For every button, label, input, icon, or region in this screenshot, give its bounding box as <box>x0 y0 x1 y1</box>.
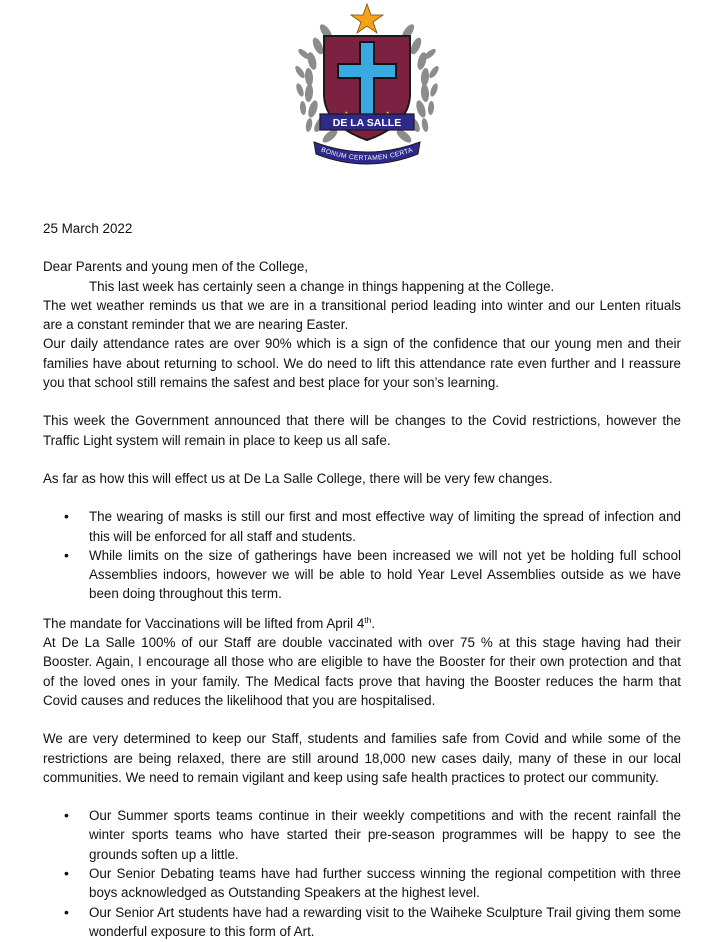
mandate-end: . <box>371 615 376 631</box>
changes-list <box>43 507 681 603</box>
list-item <box>43 507 681 546</box>
list-item-text: Our Summer sports teams continue in their weekly competitions and with the recent rainfall the winter sports teams who have started their pre-season programmes will be happy to see the grounds soften up a little. <box>89 808 681 862</box>
effect-paragraph: As far as how this will effect us at De La Salle College, there will be very few changes. <box>43 470 553 486</box>
list-item-text: Our Senior Art students have had a rewarding visit to the Waiheke Sculpture Trail giving them some wonderful exposure to this form of Art. <box>89 904 681 939</box>
attendance-paragraph: Our daily attendance rates are over 90% which is a sign of the confidence that our young men and their families have about returning to school. We do need to lift this attendance rate even further and I reassure you that school still remains the safest and best place for your son’s learning. <box>43 336 681 391</box>
list-item-text: The wearing of masks is still our first and most effective way of limiting the spread of infection and this will be enforced for all staff and students. <box>89 509 681 544</box>
letter-greeting: Dear Parents and young men of the College, <box>43 259 309 275</box>
intro-paragraph: This last week has certainly seen a change in things happening at the College. <box>89 278 555 294</box>
bullet-icon: • <box>64 546 69 563</box>
government-paragraph: This week the Government announced that there will be changes to the Covid restrictions, however the Traffic Light system will remain in place to keep us all safe. <box>43 413 681 448</box>
list-item <box>43 864 681 903</box>
star-icon <box>351 4 383 33</box>
bullet-icon: • <box>64 865 69 882</box>
list-item-text: While limits on the size of gatherings have been increased we will not yet be holding full school Assemblies indoors, however we will be able to hold Year Level Assemblies outside as we have been doing throughout this term. <box>89 547 681 602</box>
crest-banner-text: DE LA SALLE <box>332 117 402 129</box>
mandate-suffix: th <box>364 614 372 625</box>
vaccinated-paragraph: At De La Salle 100% of our Staff are double vaccinated with over 75 % at this stage having had their Booster. Again, I encourage all those who are eligible to have the Booster for their own protection and that of the loved ones in your family. The Medical facts prove that having the Booster reduces the harm that Covid causes and reduces the likelihood that you are hospitalised. <box>43 635 681 708</box>
determined-paragraph: We are very determined to keep our Staff, students and families safe from Covid and while some of the restrictions are being relaxed, there are still around 18,000 new cases daily, many of these in our local communities. We need to remain vigilant and keep using safe health practices to protect our community. <box>43 731 681 785</box>
news-list <box>43 806 681 941</box>
mandate-paragraph <box>43 614 681 633</box>
bullet-icon: • <box>64 807 69 824</box>
weather-paragraph: The wet weather reminds us that we are in a transitional period leading into winter and our Lenten rituals are a constant reminder that we are nearing Easter. <box>43 297 681 333</box>
bullet-icon: • <box>64 903 69 920</box>
crest-motto: BONUM CERTAMEN CERTA <box>320 146 414 163</box>
letter-date: 25 March 2022 <box>43 221 133 236</box>
list-item <box>43 806 681 864</box>
letter-body <box>43 219 681 941</box>
list-item-text: Our Senior Debating teams have had further success winning the regional competition with three boys acknowledged as Outstanding Speakers at the highest level. <box>89 866 681 901</box>
college-crest-logo <box>292 2 442 170</box>
list-item <box>43 903 681 942</box>
list-item <box>43 546 681 604</box>
mandate-text: The mandate for Vaccinations will be lifted from April 4 <box>43 615 365 631</box>
bullet-icon: • <box>64 508 69 525</box>
